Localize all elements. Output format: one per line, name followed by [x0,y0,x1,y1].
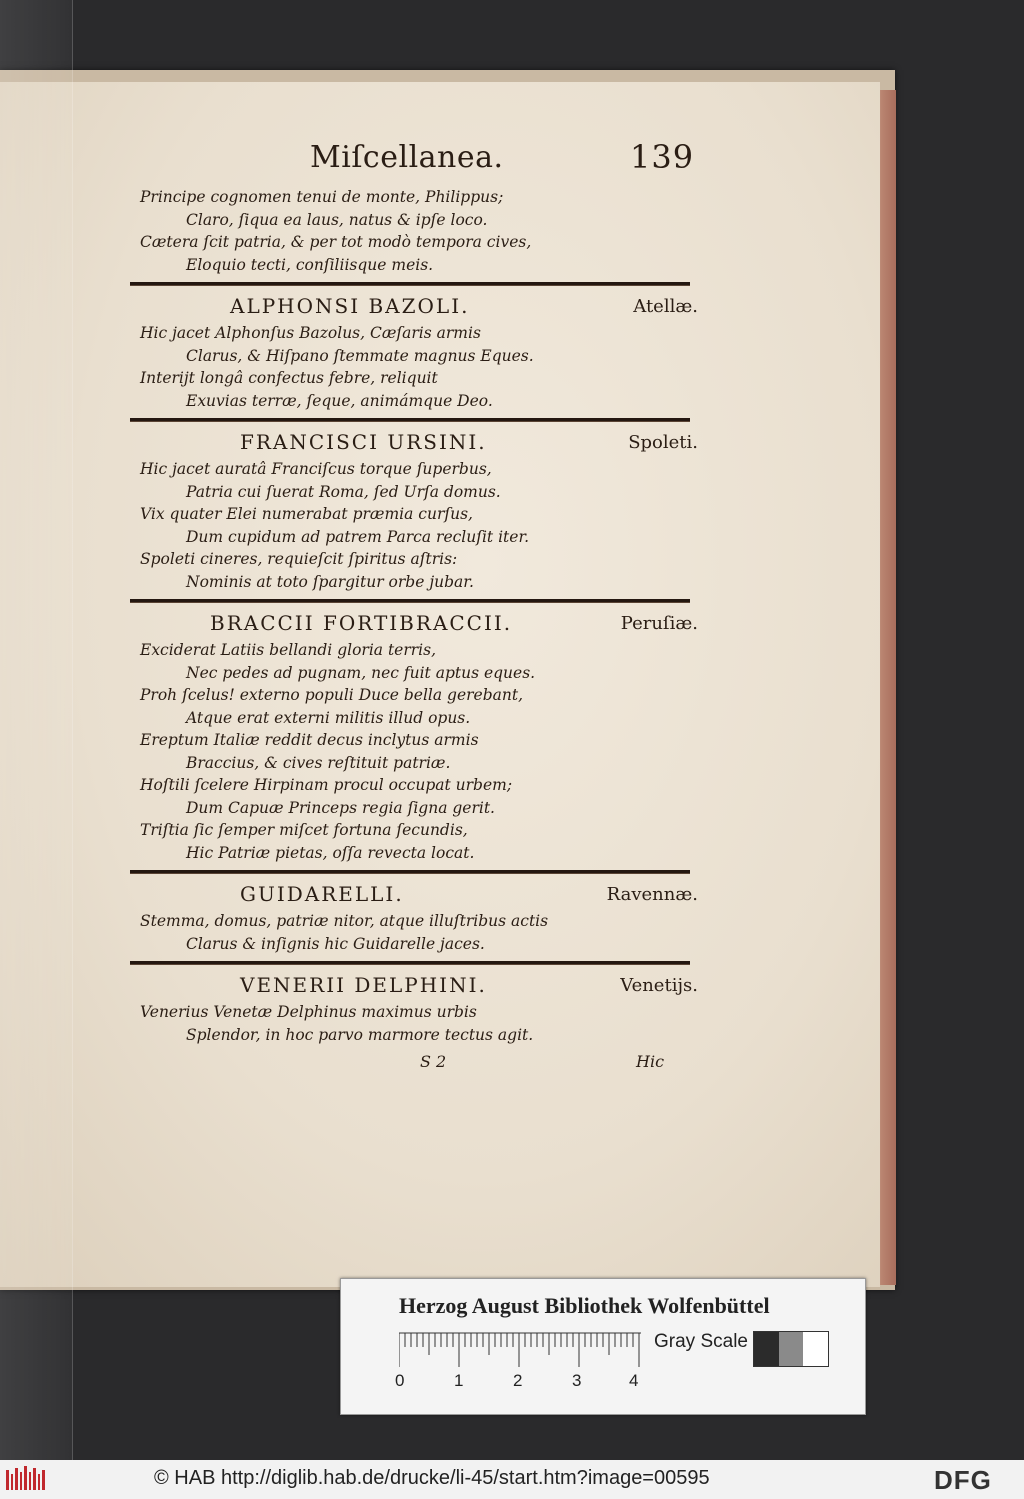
ruler-label: 4 [629,1371,639,1390]
page-number: 139 [630,138,695,176]
opening-verse [140,186,680,276]
verse-line: Braccius, & cives reſtituit patriæ. [186,753,451,772]
section-rule [130,418,690,422]
epitaph-name: FRANCISCI URSINI. [240,430,487,454]
epitaph-verse [140,910,680,955]
page-foot [140,1052,680,1082]
signature-mark: S 2 [420,1052,447,1071]
epitaph-heading [140,609,698,639]
gray-scale-label: Gray Scale [654,1331,748,1352]
verse-line: Eloquio tecti, conſiliisque meis. [186,255,434,274]
verse-line: Nec pedes ad pugnam, nec fuit aptus eques. [186,663,536,682]
source-link[interactable]: © HAB http://diglib.hab.de/drucke/li-45/start.htm?image=00595 [154,1467,710,1489]
ruler-label: 2 [513,1371,523,1390]
verse-line: Atque erat externi militis illud opus. [186,708,471,727]
verse-line: Stemma, domus, patriæ nitor, atque illuſtribus actis [140,912,549,930]
epitaph-verse [140,458,680,593]
epitaph-name: GUIDARELLI. [240,882,404,906]
verse-line: Nominis at toto ſpargitur orbe jubar. [186,572,474,591]
film-strip-overlay [0,0,73,1460]
catchword: Hic [636,1052,665,1071]
epitaph-heading [140,971,698,1001]
epitaph-place: Venetijs. [620,975,698,996]
ruler-label: 0 [395,1371,405,1390]
barcode-icon [6,1466,46,1492]
section-rule [130,870,690,874]
footer-bar [0,1460,1024,1499]
section-rule [130,282,690,286]
ruler-label: 1 [454,1371,464,1390]
verse-line: Triſtia ſic ſemper miſcet fortuna ſecundis, [140,821,468,839]
epitaph-heading [140,428,698,458]
epitaph-place: Ravennæ. [606,884,698,905]
verse-line: Venerius Venetæ Delphinus maximus urbis [140,1003,477,1021]
verse-line: Dum Capuæ Princeps regia ſigna gerit. [186,798,495,817]
swatch-dark [754,1332,779,1366]
epitaph-place: Peruſiæ. [620,613,698,634]
verse-line: Exuvias terræ, ſeque, animámque Deo. [186,391,493,410]
verse-line: Hoſtili ſcelere Hirpinam procul occupat urbem; [140,776,513,794]
verse-line: Patria cui ſuerat Roma, ſed Urſa domus. [186,482,501,501]
verse-line: Exciderat Latiis bellandi gloria terris, [140,641,436,659]
epitaph-name: BRACCII FORTIBRACCII. [210,611,513,635]
verse-line: Cætera ſcit patria, & per tot modò tempora cives, [140,233,532,251]
page-content [140,138,698,1082]
epitaph-place: Spoleti. [628,432,698,453]
running-title: Miſcellanea. [310,140,504,175]
verse-line: Claro, ſiqua ea laus, natus & ipſe loco. [186,210,488,229]
epitaph-place: Atellæ. [633,296,698,317]
verse-line: Splendor, in hoc parvo marmore tectus agit. [186,1025,534,1044]
running-head [140,138,695,186]
verse-line: Interijt longâ confectus febre, reliquit [140,369,438,387]
verse-line: Clarus, & Hiſpano ſtemmate magnus Eques. [186,346,534,365]
verse-line: Hic jacet Alphonſus Bazolus, Cæſaris armis [140,324,481,342]
verse-line: Ereptum Italiæ reddit decus inclytus armis [140,731,479,749]
dfg-logo: DFG [934,1465,992,1495]
swatch-mid [779,1332,804,1366]
section-rule [130,599,690,603]
ruler-label: 3 [572,1371,582,1390]
epitaph-heading [140,880,698,910]
library-scale-card [340,1278,866,1415]
verse-line: Clarus & inſignis hic Guidarelle jaces. [186,934,485,953]
verse-line: Proh ſcelus! externo populi Duce bella gerebant, [140,686,524,704]
epitaph-heading [140,292,698,322]
verse-line: Spoleti cineres, requieſcit ſpiritus aſtris: [140,550,458,568]
library-name: Herzog August Bibliothek Wolfenbüttel [399,1293,770,1318]
epitaph-verse [140,1001,680,1046]
verse-line: Hic Patriæ pietas, oſſa revecta locat. [186,843,475,862]
epitaph-verse [140,639,680,864]
verse-line: Dum cupidum ad patrem Parca recluſit iter. [186,527,530,546]
epitaph-verse [140,322,680,412]
verse-line: Vix quater Elei numerabat præmia curſus, [140,505,473,523]
epitaph-name: VENERII DELPHINI. [240,973,487,997]
verse-line: Hic jacet auratâ Franciſcus torque ſuperbus, [140,460,492,478]
swatch-light [803,1332,828,1366]
verse-line: Principe cognomen tenui de monte, Philippus; [140,188,504,206]
ruler-scale [399,1331,641,1367]
section-rule [130,961,690,965]
gray-scale-swatches [753,1331,829,1367]
epitaph-name: ALPHONSI BAZOLI. [230,294,470,318]
